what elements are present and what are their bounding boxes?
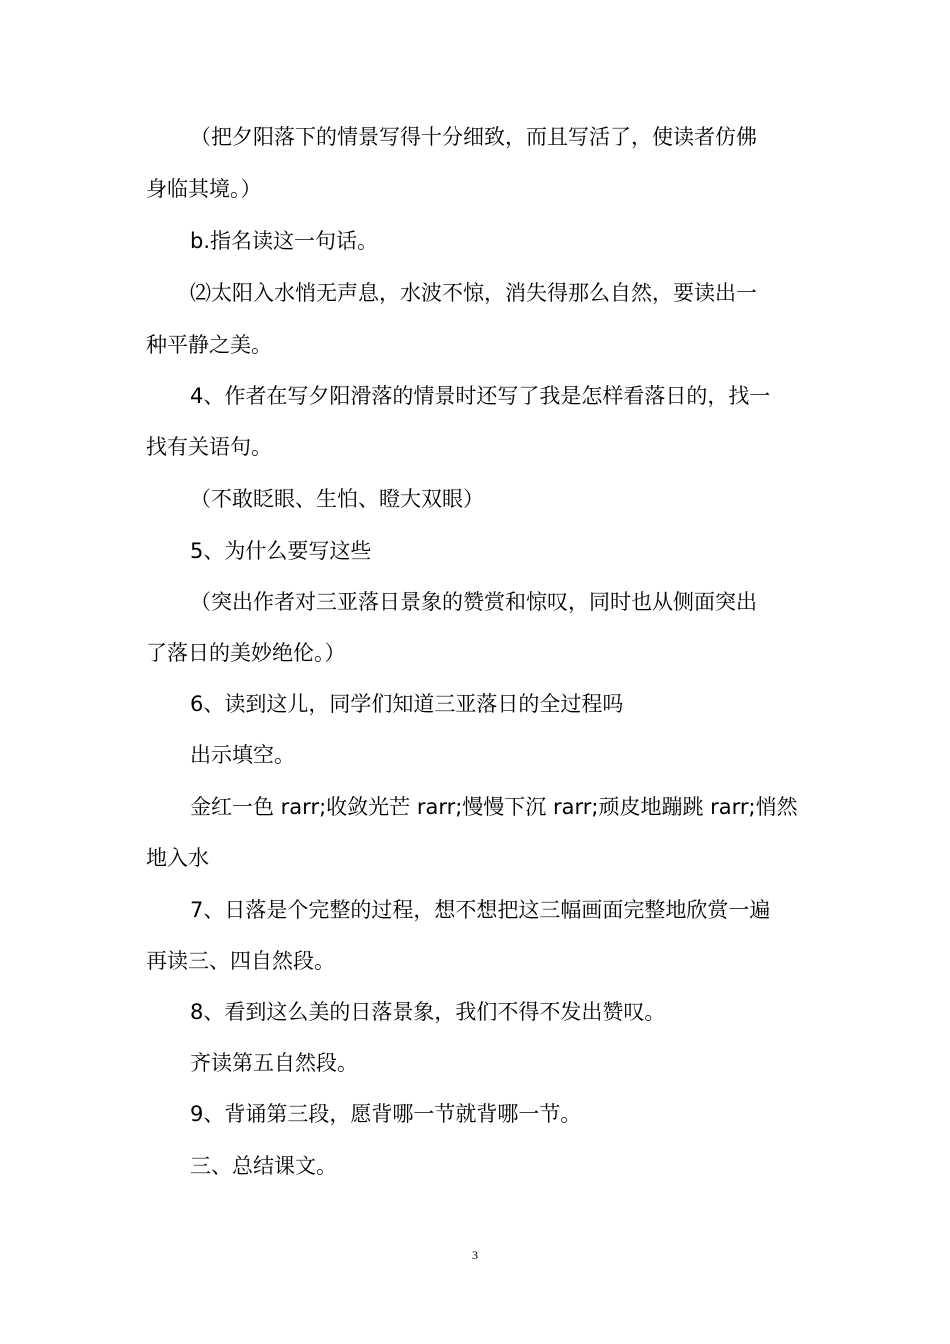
paragraph-line: 再读三、四自然段。 (146, 949, 335, 973)
paragraph-line: 身临其境。） (146, 177, 262, 201)
paragraph-line: 齐读第五自然段。 (190, 1051, 358, 1075)
paragraph-line: 地入水 (146, 846, 209, 870)
paragraph-line: 4、作者在写夕阳滑落的情景时还写了我是怎样看落日的，找一 (190, 384, 771, 408)
paragraph-line: 找有关语句。 (146, 435, 272, 459)
paragraph-line: （不敢眨眼、生怕、瞪大双眼） (190, 487, 484, 511)
paragraph-line: ⑵太阳入水悄无声息，水波不惊，消失得那么自然，要读出一 (190, 281, 757, 305)
paragraph-line: 7、日落是个完整的过程，想不想把这三幅画面完整地欣赏一遍 (190, 898, 771, 922)
page-number: 3 (472, 1248, 478, 1262)
paragraph-line: （把夕阳落下的情景写得十分细致，而且写活了，使读者仿佛 (190, 125, 757, 149)
paragraph-line: 三、总结课文。 (190, 1154, 337, 1178)
paragraph-line: 了落日的美妙绝伦。） (146, 641, 346, 665)
paragraph-line: b.指名读这一句话。 (190, 229, 379, 253)
paragraph-line: 出示填空。 (190, 743, 295, 767)
paragraph-line: 6、读到这儿，同学们知道三亚落日的全过程吗 (190, 692, 624, 716)
paragraph-line: 8、看到这么美的日落景象，我们不得不发出赞叹。 (190, 1000, 666, 1024)
paragraph-line: 9、背诵第三段，愿背哪一节就背哪一节。 (190, 1102, 582, 1126)
paragraph-line: 种平静之美。 (146, 333, 272, 357)
paragraph-line: （突出作者对三亚落日景象的赞赏和惊叹，同时也从侧面突出 (190, 590, 757, 614)
paragraph-line: 5、为什么要写这些 (190, 539, 372, 563)
paragraph-line: 金红一色 rarr;收敛光芒 rarr;慢慢下沉 rarr;顽皮地蹦跳 rarr;悄然 (190, 795, 798, 819)
